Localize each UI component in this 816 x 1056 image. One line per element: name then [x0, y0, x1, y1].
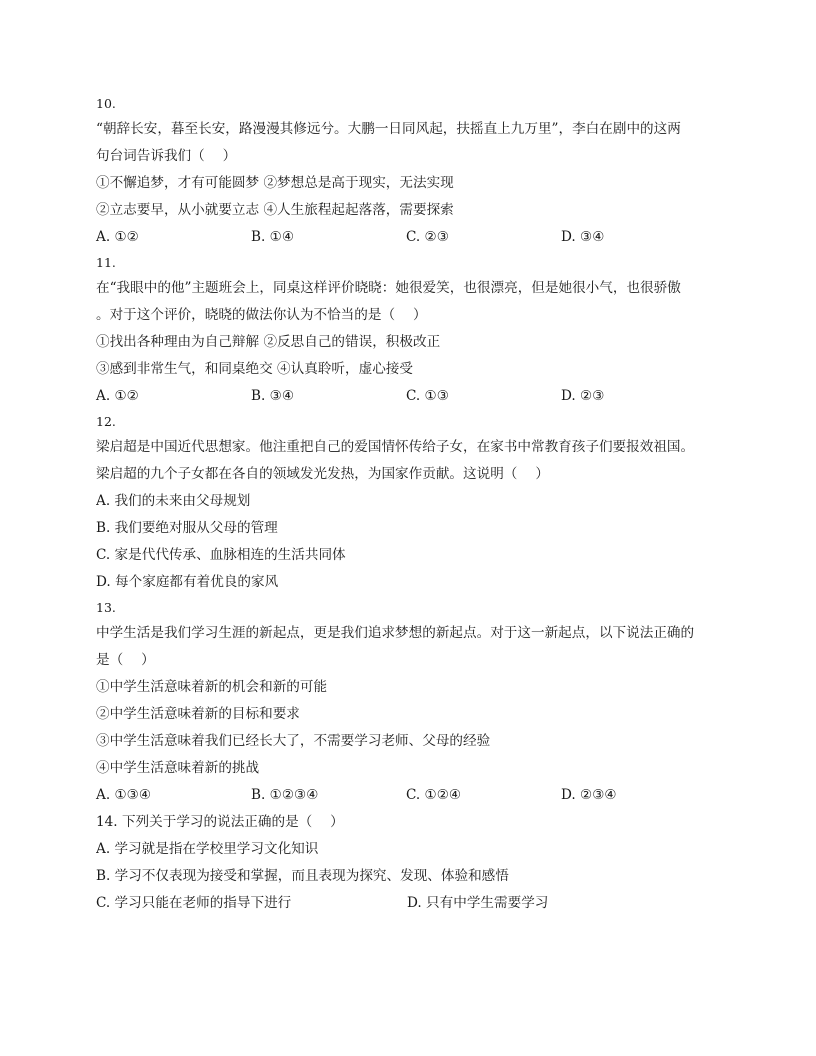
option-a[interactable]: A. 我们的未来由父母规划	[96, 493, 251, 509]
question-stem: 梁启超是中国近代思想家。他注重把自己的爱国情怀传给子女，在家书中常教育孩子们要报效祖国。	[96, 439, 695, 455]
question-stem-cont: 是（ ）	[96, 652, 155, 668]
statement-line: ①找出各种理由为自己辩解 ②反思自己的错误，积极改正	[96, 334, 441, 350]
answer-options	[96, 383, 720, 410]
question-stem: 中学生活是我们学习生涯的新起点，更是我们追求梦想的新起点。对于这一新起点，以下说法正确的	[96, 625, 695, 641]
answer-options	[96, 224, 720, 251]
option-a[interactable]: A. ①②	[96, 388, 139, 404]
option-d[interactable]: D. 每个家庭都有着优良的家风	[96, 574, 279, 590]
option-b[interactable]: B. 学习不仅表现为接受和掌握，而且表现为探究、发现、体验和感悟	[96, 868, 509, 884]
statement-line: ③中学生活意味着我们已经长大了，不需要学习老师、父母的经验	[96, 733, 491, 749]
question-stem-cont: 。对于这个评价，晓晓的做法你认为不恰当的是（ ）	[96, 307, 427, 323]
option-b[interactable]: B. ③④	[251, 388, 295, 404]
question-10	[96, 92, 720, 251]
option-a[interactable]: A. 学习就是指在学校里学习文化知识	[96, 841, 319, 857]
question-stem-cont: 句台词告诉我们（ ）	[96, 148, 237, 164]
option-d[interactable]: D. ③④	[561, 229, 605, 245]
question-stem: “朝辞长安，暮至长安，路漫漫其修远兮。大鹏一日同风起，扶摇直上九万里”，李白在剧中的这两	[96, 121, 681, 137]
option-c[interactable]: C. ②③	[406, 229, 449, 245]
option-a[interactable]: A. ①②	[96, 229, 139, 245]
statement-line: ①中学生活意味着新的机会和新的可能	[96, 679, 328, 695]
statement-line: ②中学生活意味着新的目标和要求	[96, 706, 300, 722]
option-c[interactable]: C. 家是代代传承、血脉相连的生活共同体	[96, 547, 346, 563]
question-stem: 在“我眼中的他”主题班会上，同桌这样评价晓晓：她很爱笑，也很漂亮，但是她很小气，也很骄傲	[96, 280, 681, 296]
statement-line: ①不懈追梦，才有可能圆梦 ②梦想总是高于现实，无法实现	[96, 175, 454, 191]
question-stem-cont: 梁启超的九个子女都在各自的领域发光发热，为国家作贡献。这说明（ ）	[96, 466, 549, 482]
answer-options	[96, 782, 720, 809]
statement-line: ③感到非常生气，和同桌绝交 ④认真聆听，虚心接受	[96, 361, 413, 377]
option-c[interactable]: C. ①②④	[406, 787, 462, 803]
answer-options	[96, 890, 720, 917]
option-d[interactable]: D. ②③	[561, 388, 605, 404]
option-a[interactable]: A. ①③④	[96, 787, 152, 803]
option-b[interactable]: B. ①④	[251, 229, 295, 245]
question-number: 10.	[96, 96, 116, 111]
option-c[interactable]: C. 学习只能在老师的指导下进行	[96, 895, 292, 911]
statement-line: ②立志要早，从小就要立志 ④人生旅程起起落落，需要探索	[96, 202, 454, 218]
question-number: 13.	[96, 600, 116, 615]
option-c[interactable]: C. ①③	[406, 388, 449, 404]
question-stem: 14. 下列关于学习的说法正确的是（ ）	[96, 814, 344, 830]
option-b[interactable]: B. ①②③④	[251, 787, 319, 803]
question-14	[96, 809, 720, 917]
option-d[interactable]: D. 只有中学生需要学习	[407, 895, 549, 911]
question-number: 12.	[96, 414, 116, 429]
question-number: 11.	[96, 255, 116, 270]
statement-line: ④中学生活意味着新的挑战	[96, 760, 260, 776]
question-13	[96, 596, 720, 809]
exam-page	[96, 92, 720, 917]
question-11	[96, 251, 720, 410]
option-b[interactable]: B. 我们要绝对服从父母的管理	[96, 520, 278, 536]
option-d[interactable]: D. ②③④	[561, 787, 617, 803]
question-12	[96, 410, 720, 596]
